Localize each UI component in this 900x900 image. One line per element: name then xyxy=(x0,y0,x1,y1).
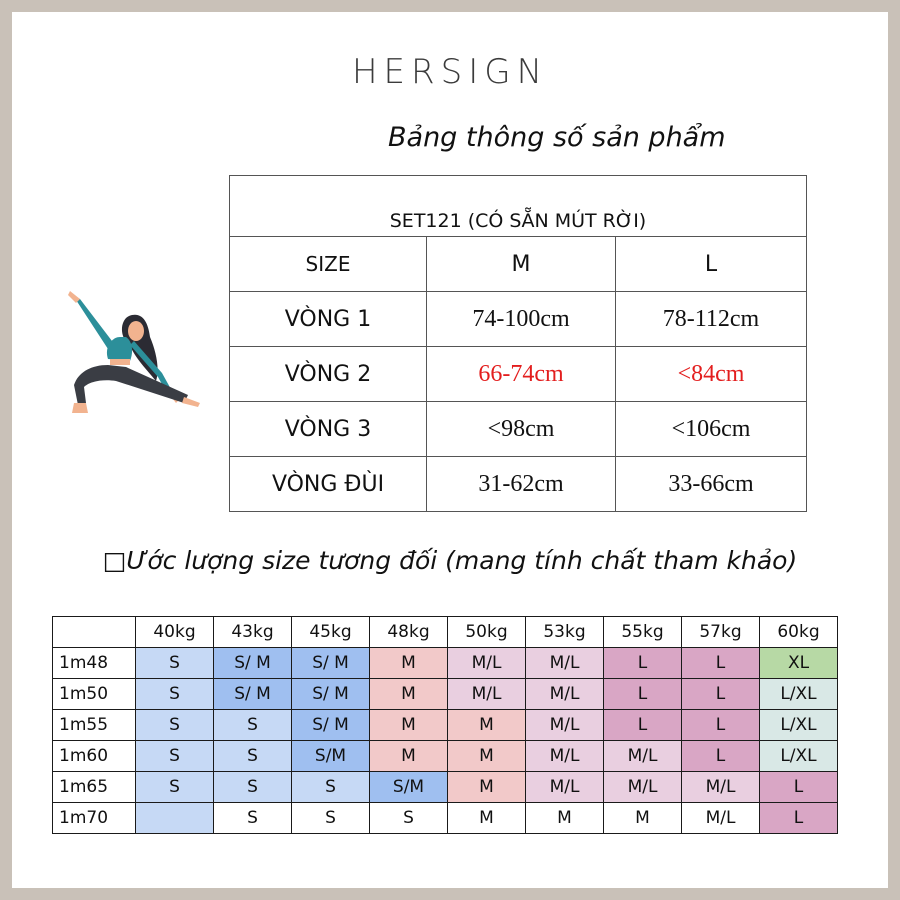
size-cell: L/XL xyxy=(760,679,838,710)
size-cell: M xyxy=(604,803,682,834)
size-chart-row xyxy=(53,803,838,834)
size-chart-row xyxy=(53,772,838,803)
size-cell: S xyxy=(214,772,292,803)
height-label: 1m50 xyxy=(53,679,136,710)
height-label: 1m70 xyxy=(53,803,136,834)
size-cell: M/L xyxy=(604,772,682,803)
size-cell: S xyxy=(214,710,292,741)
size-cell: S xyxy=(136,648,214,679)
size-cell: S/ M xyxy=(292,679,370,710)
spec-table-caption: SET121 (CÓ SẴN MÚT RỜI) xyxy=(230,176,807,237)
height-label: 1m55 xyxy=(53,710,136,741)
weight-header: 60kg xyxy=(760,617,838,648)
size-cell: M xyxy=(448,772,526,803)
yoga-woman-icon xyxy=(60,285,210,415)
spec-row-label: VÒNG 1 xyxy=(230,292,427,347)
size-cell: M/L xyxy=(526,741,604,772)
size-cell: S/M xyxy=(370,772,448,803)
size-cell: S xyxy=(136,741,214,772)
size-chart-row xyxy=(53,741,838,772)
size-cell: M/L xyxy=(526,772,604,803)
size-cell: L xyxy=(682,741,760,772)
size-chart-corner xyxy=(53,617,136,648)
size-cell: S xyxy=(292,772,370,803)
size-cell: L/XL xyxy=(760,741,838,772)
size-cell: S/ M xyxy=(292,648,370,679)
size-cell: M/L xyxy=(526,648,604,679)
spec-cell-m: <98cm xyxy=(427,402,616,457)
size-chart-row xyxy=(53,648,838,679)
size-cell: M xyxy=(448,741,526,772)
size-cell: L xyxy=(682,710,760,741)
size-cell: S/ M xyxy=(292,710,370,741)
size-cell: S xyxy=(136,710,214,741)
size-cell: M xyxy=(448,803,526,834)
spec-cell-m: 74-100cm xyxy=(427,292,616,347)
size-cell: S/M xyxy=(292,741,370,772)
size-cell: L/XL xyxy=(760,710,838,741)
size-cell: M xyxy=(448,710,526,741)
size-cell: S xyxy=(292,803,370,834)
weight-header: 55kg xyxy=(604,617,682,648)
size-cell: M/L xyxy=(682,803,760,834)
spec-header-m: M xyxy=(427,237,616,292)
spec-table xyxy=(229,175,807,512)
size-chart-header-row xyxy=(53,617,838,648)
height-label: 1m65 xyxy=(53,772,136,803)
height-label: 1m60 xyxy=(53,741,136,772)
spec-header-size: SIZE xyxy=(230,237,427,292)
size-cell: M xyxy=(370,741,448,772)
size-cell: M/L xyxy=(526,710,604,741)
size-cell: S xyxy=(214,803,292,834)
size-cell: S/ M xyxy=(214,679,292,710)
estimate-title: □Ước lượng size tương đối (mang tính chất tham khảo) xyxy=(102,546,798,575)
size-cell: S xyxy=(136,772,214,803)
weight-header: 48kg xyxy=(370,617,448,648)
spec-cell-m: 31-62cm xyxy=(427,457,616,512)
spec-row-label: VÒNG 3 xyxy=(230,402,427,457)
size-cell: S xyxy=(214,741,292,772)
size-cell: XL xyxy=(760,648,838,679)
product-title: Bảng thông số sản phẩm xyxy=(388,122,726,153)
size-cell: L xyxy=(604,648,682,679)
size-cell: M/L xyxy=(682,772,760,803)
spec-cell-l: <84cm xyxy=(616,347,807,402)
spec-cell-m: 66-74cm xyxy=(427,347,616,402)
weight-header: 57kg xyxy=(682,617,760,648)
size-cell xyxy=(136,803,214,834)
size-cell: M/L xyxy=(448,648,526,679)
size-cell: L xyxy=(760,803,838,834)
size-chart-row xyxy=(53,710,838,741)
spec-cell-l: 33-66cm xyxy=(616,457,807,512)
size-chart-table xyxy=(52,616,838,834)
brand-logo: HERSIGN xyxy=(351,52,549,92)
spec-row-label: VÒNG 2 xyxy=(230,347,427,402)
size-cell: M xyxy=(370,648,448,679)
size-cell: S xyxy=(136,679,214,710)
weight-header: 43kg xyxy=(214,617,292,648)
weight-header: 45kg xyxy=(292,617,370,648)
size-cell: M xyxy=(526,803,604,834)
size-chart-row xyxy=(53,679,838,710)
size-cell: M/L xyxy=(604,741,682,772)
weight-header: 40kg xyxy=(136,617,214,648)
size-cell: L xyxy=(604,679,682,710)
spec-cell-l: <106cm xyxy=(616,402,807,457)
weight-header: 53kg xyxy=(526,617,604,648)
size-cell: L xyxy=(682,648,760,679)
spec-header-l: L xyxy=(616,237,807,292)
size-cell: L xyxy=(760,772,838,803)
size-cell: M xyxy=(370,710,448,741)
height-label: 1m48 xyxy=(53,648,136,679)
spec-row-label: VÒNG ĐÙI xyxy=(230,457,427,512)
size-cell: M/L xyxy=(448,679,526,710)
size-cell: S/ M xyxy=(214,648,292,679)
size-cell: M xyxy=(370,679,448,710)
size-cell: M/L xyxy=(526,679,604,710)
size-cell: L xyxy=(682,679,760,710)
weight-header: 50kg xyxy=(448,617,526,648)
size-cell: L xyxy=(604,710,682,741)
spec-cell-l: 78-112cm xyxy=(616,292,807,347)
size-cell: S xyxy=(370,803,448,834)
